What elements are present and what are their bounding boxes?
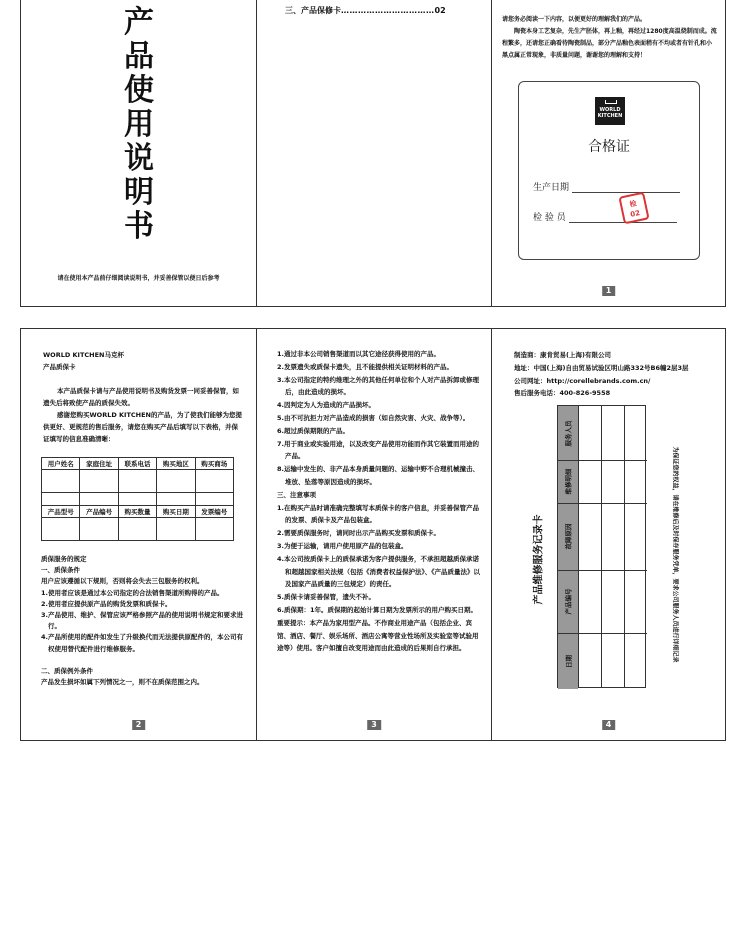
- table-cell[interactable]: [80, 518, 118, 541]
- production-date-line: [572, 192, 680, 193]
- customer-info-table: [41, 457, 234, 541]
- notes-item: 5.质保卡请妥善保管，遗失不补。: [277, 593, 375, 602]
- brand-line: WORLD KITCHEN马克杯: [43, 351, 124, 359]
- inspector-line: [569, 222, 677, 223]
- table-cell[interactable]: [118, 470, 156, 493]
- table-cell[interactable]: [195, 493, 233, 506]
- inspector-row: [533, 210, 677, 223]
- table-header-cell: 发票编号: [195, 506, 233, 518]
- notes-item: 6.质保期：1年。质保期的起始计算日期为发票所示的用户购买日期。: [277, 605, 478, 614]
- logo-line: WORLD: [599, 107, 621, 113]
- page-number: 4: [602, 720, 616, 730]
- toc-panel: [256, 0, 491, 306]
- toc-dots: ……………………………: [341, 6, 435, 15]
- exception-item: 5.由不可抗拒力对产品造成的损害（如自然灾害、火灾、战争等）。: [277, 413, 470, 422]
- important-notice: 重要提示：本产品为家用型产品。不作商业用途产品（包括企业、宾馆、酒店、餐厅、娱乐场所、酒店公寓等营业性场所及实验室等试验用途等）使用。客户如擅自改变用途而由此造成的后果则自行承担。: [277, 618, 479, 653]
- service-record-table: [557, 405, 646, 688]
- table-header-cell: 购买地区: [157, 458, 195, 470]
- stamp-text: 检: [628, 199, 638, 209]
- table-cell[interactable]: [157, 518, 195, 541]
- record-header-repair-details: 维修明细: [564, 468, 573, 495]
- certificate-card: [518, 81, 700, 260]
- intro-text: [502, 14, 717, 62]
- table-cell[interactable]: [195, 518, 233, 541]
- record-side-note: 为保证您的权益，请在维修后及时保存服务凭单，要求公司服务人员进行详细记录: [671, 445, 679, 663]
- record-column-divider: [601, 406, 602, 687]
- page-number: 2: [132, 720, 146, 730]
- rules-subheading: 二、质保例外条件: [41, 666, 93, 675]
- cover-title: [121, 6, 157, 244]
- table-cell[interactable]: [157, 470, 195, 493]
- exception-item: 7.用于商业或实验用途，以及改变产品使用功能而作其它装置而用途的产品。: [277, 439, 479, 461]
- notes-item: 1.在购买产品时请准确完整填写本质保卡的客户信息，并妥善保管产品的发票、质保卡及产品包装盒。: [277, 503, 479, 525]
- rules-spacer: [41, 655, 246, 666]
- warranty-panel: [21, 329, 256, 740]
- stamp-number: 02: [629, 208, 641, 219]
- table-cell[interactable]: [42, 470, 80, 493]
- table-header-cell: 产品型号: [42, 506, 80, 518]
- table-header-cell: 联系电话: [118, 458, 156, 470]
- warranty-rules: [41, 554, 246, 688]
- inspection-stamp: [618, 192, 649, 225]
- notes-item: 4.本公司按质保卡上的质保承诺为客户提供服务，不承担超越质保承诺和超越国家相关法规（包括《消费者权益保护法》、《产品质量法》以及国家产品质量的三包规定）的责任。: [277, 554, 480, 589]
- exception-item: 2.发票遗失或质保卡遗失，且不能提供相关证明材料的产品。: [277, 362, 453, 371]
- rules-line: 用户应该遵循以下规则，否则将会失去三包服务的权利。: [41, 577, 204, 586]
- exception-item: 3.本公司指定的特约维理之外的其他任何单位和个人对产品拆卸或修理后，由此造成的损坏。: [277, 375, 479, 397]
- table-header-cell: 家庭住址: [80, 458, 118, 470]
- certificate-title: 合格证: [588, 139, 630, 155]
- warranty-intro: [43, 385, 242, 445]
- record-header-product-number: 产品编号: [564, 588, 573, 615]
- title-char: 产: [124, 5, 154, 40]
- exception-item: 4.因判定为人为造成的产品损坏。: [277, 401, 375, 410]
- table-cell[interactable]: [80, 493, 118, 506]
- rules-item: 1.使用者应该是通过本公司指定的合法销售渠道所购得的产品。: [41, 588, 224, 597]
- service-record-panel: [491, 329, 725, 740]
- toc-item: [285, 5, 446, 16]
- table-cell[interactable]: [42, 518, 80, 541]
- logo-line: KITCHEN: [597, 113, 623, 119]
- table-cell[interactable]: [157, 493, 195, 506]
- manufacturer-website[interactable]: 公司网址：http://corellebrands.com.cn/: [514, 376, 651, 385]
- service-hotline: 售后服务电话：400-826-9558: [514, 389, 611, 398]
- rules-item: 4.产品所使用的配件如发生了升级换代而无法提供原配件的，本公司有权使用替代配件进行维修服务。: [41, 633, 243, 653]
- table-header-cell: 购买数量: [118, 506, 156, 518]
- toc-page-number: 02: [434, 6, 446, 15]
- title-char: 使: [124, 73, 154, 108]
- exception-item: 8.运输中发生的、非产品本身质量问题的、运输中野不合理机械撞击、堆放、坠落等原因造成的损坏。: [277, 465, 479, 486]
- exception-item: 6.超过质保期限的产品。: [277, 426, 349, 435]
- rules-heading: 质保服务的规定: [41, 555, 87, 563]
- bottom-sheet: [20, 328, 726, 741]
- manufacturer-info: [514, 349, 719, 400]
- notes-item: 2.需要质保服务时，请同时出示产品购买发票和质保卡。: [277, 529, 440, 538]
- record-header-service-staff: 服务人员: [564, 420, 573, 446]
- title-char: 说: [124, 141, 154, 176]
- warranty-paragraph: 感谢您购买WORLD KITCHEN的产品，为了使我们能够为您提供更好、更规范的售后服务，请您在购买产品后填写以下表格，并保证填写的信息准确清晰：: [43, 411, 242, 443]
- record-header-fault-cause: 故障原因: [564, 523, 573, 550]
- intro-line: 请您务必阅读一下内容，以便更好的理解我们的产品。: [502, 16, 647, 23]
- exception-item: 1.通过非本公司销售渠道而以其它途径获得使用的产品。: [277, 350, 440, 358]
- cover-panel: [21, 0, 256, 306]
- record-column-divider: [624, 406, 625, 687]
- toc-item-label: 三、产品保修卡: [285, 6, 341, 15]
- warranty-header: [43, 349, 124, 373]
- inspector-label: 检 验 员: [533, 213, 566, 223]
- card-title: 产品质保卡: [43, 363, 76, 371]
- rules-subheading: 一、质保条件: [41, 566, 80, 575]
- manufacturer-name: 制造商：康肯贸易(上海)有限公司: [514, 351, 611, 359]
- table-cell[interactable]: [118, 493, 156, 506]
- record-header-date: 日期: [564, 654, 573, 668]
- table-header-cell: 购买日期: [157, 506, 195, 518]
- production-date-row: [533, 180, 680, 193]
- table-cell[interactable]: [80, 470, 118, 493]
- intro-paragraph: 陶瓷本身工艺复杂，先生产胚体，再上釉，再经过1280度高温烧制而成。流程繁多，还请您正确看待陶瓷制品，部分产品釉色表面稍有不均或者有针孔和小黑点属正常现象，非质量问题，谢谢您的理解和支持！: [502, 28, 717, 59]
- top-sheet: [20, 0, 726, 307]
- title-char: 明: [124, 175, 154, 210]
- table-cell[interactable]: [42, 493, 80, 506]
- rules-item: 2.使用者应提供原产品的购货发票和质保卡。: [41, 599, 172, 608]
- cover-note: 请在使用本产品前仔细阅读说明书，并妥善保管以便日后参考: [57, 275, 220, 282]
- page-number: 1: [602, 286, 616, 296]
- notes-item: 3.为便于运输，请用户使用原产品的包装盒。: [277, 541, 408, 550]
- record-column-divider: [578, 406, 579, 687]
- title-char: 书: [124, 209, 154, 244]
- page-number: 3: [367, 720, 381, 730]
- table-header-cell: 产品编号: [80, 506, 118, 518]
- manufacturer-address: 地址：中国(上海)自由贸易试验区明山路332号B6幢2层3层: [514, 363, 689, 372]
- title-char: 品: [124, 39, 154, 74]
- production-date-label: 生产日期: [533, 183, 570, 193]
- table-header-cell: 购买商场: [195, 458, 233, 470]
- world-kitchen-logo: [595, 97, 625, 125]
- record-card-title: 产品维修服务记录卡: [533, 514, 545, 604]
- notes-heading: 三、注意事项: [277, 490, 316, 499]
- table-cell[interactable]: [195, 470, 233, 493]
- rules-item: 3.产品使用、维护、保管应该严格参照产品的使用说明书规定和要求进行。: [41, 611, 243, 631]
- certificate-panel: [491, 0, 725, 306]
- table-header-cell: 用户姓名: [42, 458, 80, 470]
- table-cell[interactable]: [118, 518, 156, 541]
- warranty-paragraph: 本产品质保卡请与产品使用说明书及购货发票一同妥善保管，如遗失后将致使产品的质保失效。: [43, 387, 239, 407]
- exceptions-list: [277, 348, 481, 655]
- title-char: 用: [124, 107, 154, 142]
- exceptions-panel: [256, 329, 491, 740]
- rules-line: 产品发生损坏如属下列情况之一，则不在质保范围之内。: [41, 678, 204, 687]
